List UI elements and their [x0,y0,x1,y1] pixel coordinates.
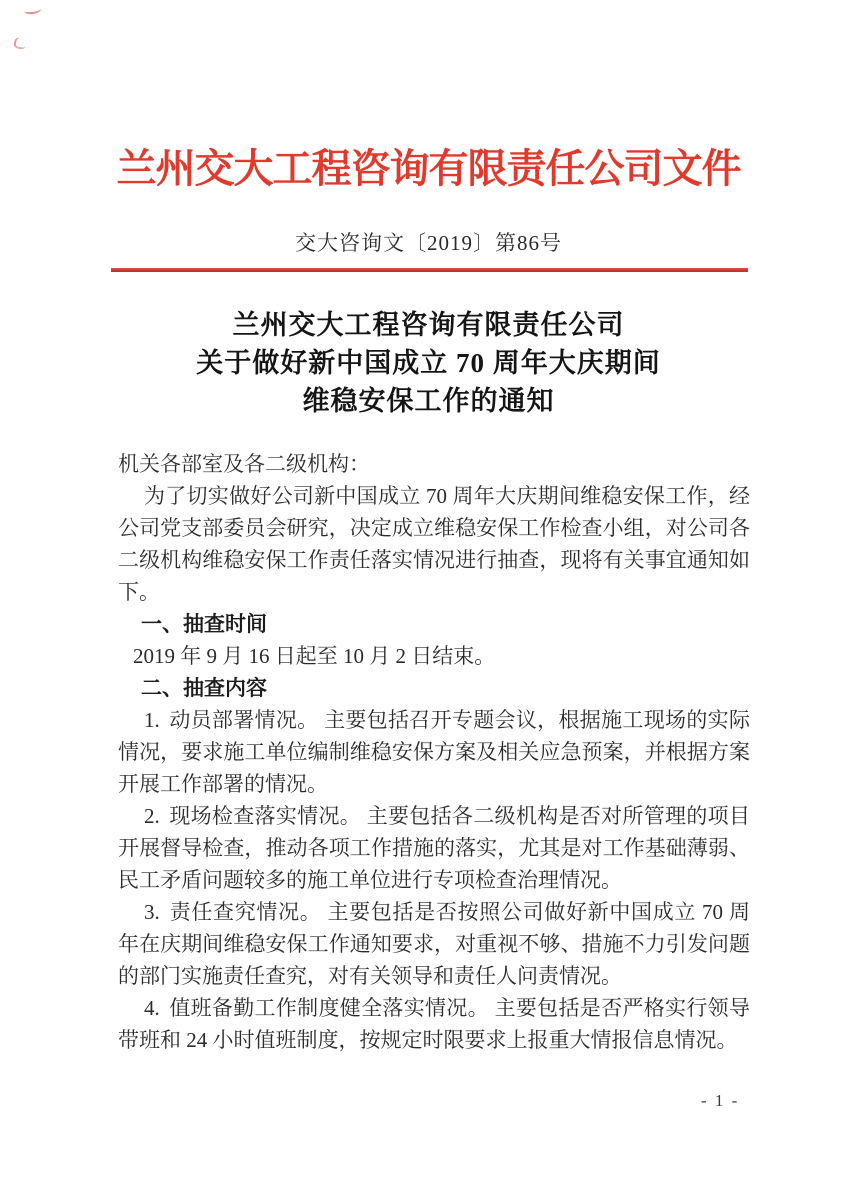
scan-artifact-mark-2 [13,37,27,50]
letterhead-title: 兰州交大工程咨询有限责任公司文件 [116,146,741,191]
item-2-text: 主要包括各二级机构是否对所管理的项目开展督导检查，推动各项工作措施的落实，尤其是对工作基础薄弱、民工矛盾问题较多的施工单位进行专项检查治理情况。 [118,804,750,892]
item-4-number: 4. [144,996,160,1020]
item-4-text: 主要包括是否严格实行领导带班和 24 小时值班制度，按规定时限要求上报重大情报信息情况。 [118,996,750,1052]
page-number: - 1 - [701,1091,740,1110]
section-2-heading: 二、抽查内容 [141,676,267,700]
item-1 [118,704,750,800]
notice-title [0,306,857,420]
document-number: 交大咨询文〔2019〕第86号 [295,231,562,255]
document-body [118,448,750,1056]
item-1-text: 主要包括召开专题会议，根据施工现场的实际情况，要求施工单位编制维稳安保方案及相关应急预案，并根据方案开展工作部署的情况。 [118,708,750,796]
item-2-number: 2. [144,804,160,828]
scan-artifact-mark-1 [24,5,42,15]
item-3-number: 3. [144,900,160,924]
notice-title-line-2: 关于做好新中国成立 70 周年大庆期间 [196,348,661,378]
salutation: 机关各部室及各二级机构： [118,452,370,476]
item-1-lead: 动员部署情况。 [169,708,319,732]
item-3-lead: 责任查究情况。 [169,900,322,924]
item-1-number: 1. [144,708,160,732]
notice-title-line-1: 兰州交大工程咨询有限责任公司 [232,310,625,340]
item-3 [118,896,750,992]
item-2 [118,800,750,896]
notice-title-line-3: 维稳安保工作的通知 [302,386,555,416]
item-2-lead: 现场检查落实情况。 [169,804,362,828]
section-1-body: 2019 年 9 月 16 日起至 10 月 2 日结束。 [133,644,496,668]
red-separator-rule [111,268,748,272]
item-4-lead: 值班备勤工作制度健全落实情况。 [169,996,489,1020]
intro-paragraph: 为了切实做好公司新中国成立 70 周年大庆期间维稳安保工作，经公司党支部委员会研究，决定成立维稳安保工作检查小组，对公司各二级机构维稳安保工作责任落实情况进行抽查，现将有关事宜通知如下。 [118,484,750,604]
item-4 [118,992,750,1056]
item-3-text: 主要包括是否按照公司做好新中国成立 70 周年在庆期间维稳安保工作通知要求，对重视不够、措施不力引发问题的部门实施责任查究，对有关领导和责任人问责情况。 [118,900,750,988]
section-1-heading: 一、抽查时间 [141,612,267,636]
